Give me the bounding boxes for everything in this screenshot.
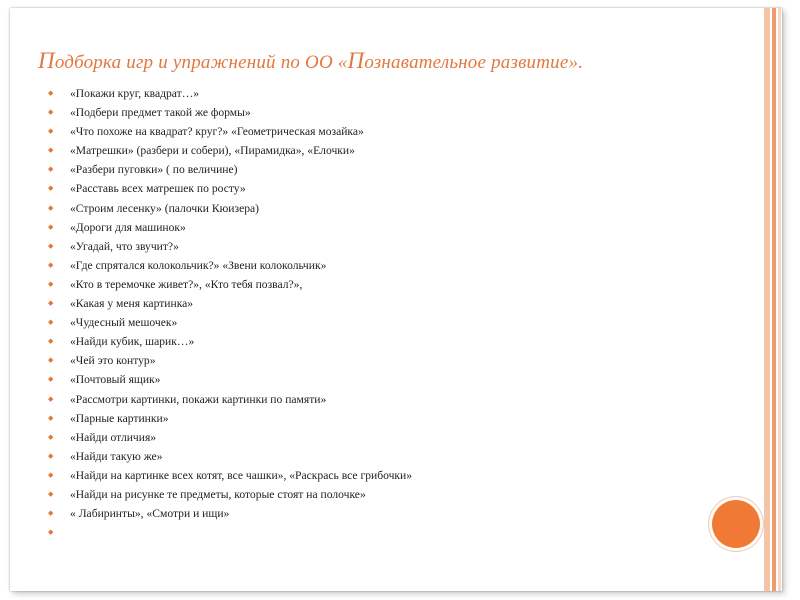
decor-stripe-outer [764,8,770,591]
bullet-icon: ◆ [48,318,54,327]
list-item [48,313,412,332]
list-item-text: «Кто в теремочке живет?», «Кто тебя позвал?», [70,277,303,291]
bullet-icon: ◆ [48,337,54,346]
bullet-icon: ◆ [48,260,54,269]
list-item-text: «Расставь всех матрешек по росту» [70,182,246,196]
list-item-text: «Матрешки» (разбери и собери), «Пирамидка», «Елочки» [70,144,355,158]
bullet-icon: ◆ [48,451,54,460]
list-item [48,390,412,409]
list-item-text: «Найди такую же» [70,449,163,463]
list-item [48,504,412,523]
list-item-text: «Найди отличия» [70,430,157,444]
list-item-text: «Найди кубик, шарик…» [70,335,195,349]
bullet-icon: ◆ [48,299,54,308]
list-item [48,428,412,447]
bullet-icon: ◆ [48,146,54,155]
bullet-icon: ◆ [48,470,54,479]
decor-stripe-mid [772,8,776,591]
list-item [48,485,412,504]
list-item-text: « Лабиринты», «Смотри и ищи» [70,507,230,521]
bullet-icon: ◆ [48,127,54,136]
list-item [48,179,412,198]
list-item-text: «Разбери пуговки» ( по величине) [70,163,238,177]
list-item [48,447,412,466]
list-item-text: «Покажи круг, квадрат…» [70,87,200,100]
list-item [48,351,412,370]
list-item-text: «Рассмотри картинки, покажи картинки по памяти» [70,392,327,406]
bullet-icon: ◆ [48,89,54,97]
list-item [48,141,412,160]
bullet-icon: ◆ [48,203,54,212]
list-item-text: «Почтовый ящик» [70,373,161,387]
list-item-text: «Дороги для машинок» [70,220,186,234]
list-item [48,103,412,122]
list-item [48,218,412,237]
list-item [48,199,412,218]
bullet-icon: ◆ [48,509,54,518]
bullet-icon: ◆ [48,528,54,537]
list-item [48,275,412,294]
list-item [48,160,412,179]
bullet-icon: ◆ [48,279,54,288]
decor-stripe-inner [778,8,781,591]
list-item [48,122,412,141]
decor-circle [712,500,760,548]
list-item-text: «Чудесный мешочек» [70,316,178,330]
list-item-text: «Найди на рисунке те предметы, которые стоят на полочке» [70,487,366,501]
bullet-icon: ◆ [48,413,54,422]
bullet-icon: ◆ [48,108,54,117]
bullet-icon: ◆ [48,222,54,231]
bullet-icon: ◆ [48,241,54,250]
list-item [48,256,412,275]
list-item-text: «Строим лесенку» (палочки Кюизера) [70,201,260,215]
list-item-text: «Где спрятался колокольчик?» «Звени колокольчик» [70,258,327,272]
list-item-text: «Подбери предмет такой же формы» [70,106,251,120]
list-item-text: «Парные картинки» [70,411,169,425]
list-item [48,332,412,351]
bullet-icon: ◆ [48,432,54,441]
list-item [48,523,412,542]
list-item-text: «Чей это контур» [70,354,156,368]
list-item-text: «Найди на картинке всех котят, все чашки», «Раскрась все грибочки» [70,468,413,482]
bullet-icon: ◆ [48,375,54,384]
list-item-text: «Что похоже на квадрат? круг?» «Геометрическая мозайка» [70,125,364,139]
bullet-icon: ◆ [48,356,54,365]
game-list [48,84,412,542]
list-item [48,466,412,485]
list-item [48,84,412,103]
bullet-icon: ◆ [48,489,54,498]
list-item [48,237,412,256]
slide-title: Подборка игр и упражнений по ОО «Познавательное развитие». [38,48,584,73]
list-item [48,409,412,428]
list-item [48,294,412,313]
list-item-text: «Какая у меня картинка» [70,297,194,311]
bullet-icon: ◆ [48,184,54,193]
bullet-icon: ◆ [48,165,54,174]
bullet-icon: ◆ [48,394,54,403]
list-item-text: «Угадай, что звучит?» [70,239,179,253]
list-item [48,370,412,389]
